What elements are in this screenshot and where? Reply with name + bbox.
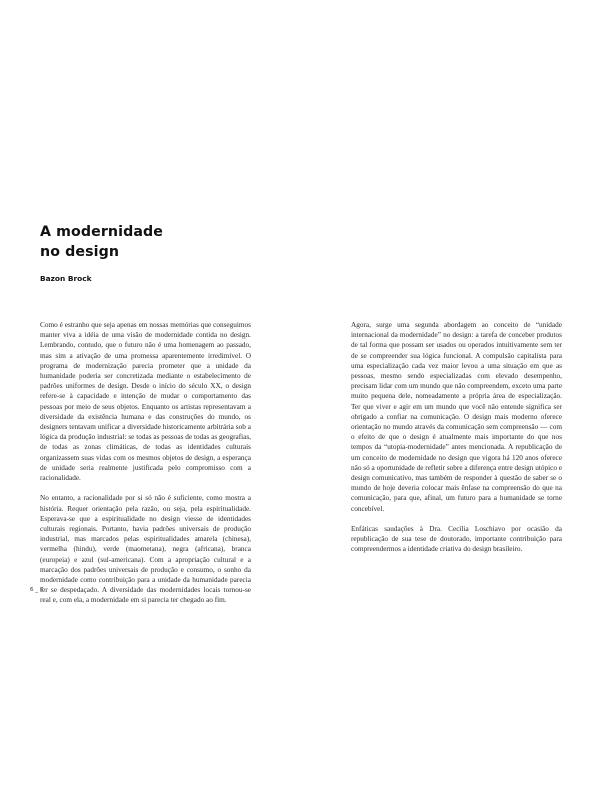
body-paragraph: Como é estranho que seja apenas em nossas memórias que conseguimos manter viva a idéia de uma visão de modernidade contida no design. Lembrando, contudo, que o futuro não é uma homenagem ao passado, mas sim a ativação de uma promessa aparentemente irredimível. O programa de modernização parecia prometer que a unidade da humanidade poderia ser concretizada mediante o estabelecimento de padrões uniformes de design. Desde o início do século XX, o design refere-se à capacidade e intenção de mudar o comportamento das pessoas por meio de seus objetos. Enquanto os artistas representavam a diversidade da existência humana e das construções do mundo, os designers tentavam unificar a diversidade historicamente arbitrária sob a lógica da produção industrial: se todas as pessoas de todas as geografias, de todas as zonas climáticas, de todas as identidades culturais organizassem suas vidas com os mesmos objetos de design, a esperança de unidade seria realmente justificada pelo compromisso com a racionalidade. [40, 321, 251, 483]
left-text-column [40, 320, 251, 616]
article-title-line-2: no design [40, 244, 120, 260]
body-paragraph: Enfáticas saudações à Dra. Cecília Loschiavo por ocasião da republicação de sua tese de doutorado, importante contribuição para compreendermos a identidade criativa do design brasileiro. [351, 525, 562, 554]
article-author: Bazon Brock [40, 274, 92, 283]
article-title-line-1: A modernidade [40, 224, 163, 240]
body-paragraph: No entanto, a racionalidade por si só não é suficiente, como mostra a história. Requer orientação pela razão, ou seja, pela espiritualidade. Esperava-se que a espiritualidade no design viesse de identidades culturais regionais. Portanto, havia padrões universais de produção industrial, mas marcados pelas espiritualidades amarela (chinesa), vermelha (hindu), verde (maometana), negra (africana), branca (europeia) e azul (sul-americana). Com a apropriação cultural e a marcação dos padrões universais de produção e consumo, o sonho da modernidade como contribuição para a unidade da humanidade parecia ter se despedaçado. A diversidade das modernidades locais tornou-se real e, com ela, a modernidade em si parecia ter chegado ao fim. [40, 494, 251, 605]
body-paragraph: Agora, surge uma segunda abordagem ao conceito de “unidade internacional da modernidade” no design: a tarefa de conceber produtos de tal forma que possam ser usados ou operados intuitivamente sem ter de se compreender sua lógica funcional. A compulsão capitalista para uma especialização cada vez maior levou a uma situação em que as pessoas, mesmo sendo especializadas com elevado desempenho, precisam lidar com um mundo que não compreendem, exceto uma parte muito pequena dele, nomeadamente a própria área de especialização. Ter que viver e agir em um mundo que você não entende significa ser obrigado a confiar na comunicação. O design mais moderno oferece orientação no mundo através da comunicação sem compreensão — com o efeito de que o design é atualmente mais importante do que nos tempos da “utopia-modernidade” antes mencionada. A republicação de um conceito de modernidade no design que vigora há 120 anos oferece não só a oportunidade de refletir sobre a diferença entre design utópico e design comunicativo, mas também de responder à questão de saber se o mundo de hoje deveria colocar mais ênfase na compreensão do que na comunicação, para que, afinal, um futuro para a humanidade se torne concebível. [351, 321, 562, 513]
page-numbers: 6 _ 7 [30, 587, 44, 593]
right-text-column [351, 320, 562, 565]
article-title [40, 222, 300, 262]
